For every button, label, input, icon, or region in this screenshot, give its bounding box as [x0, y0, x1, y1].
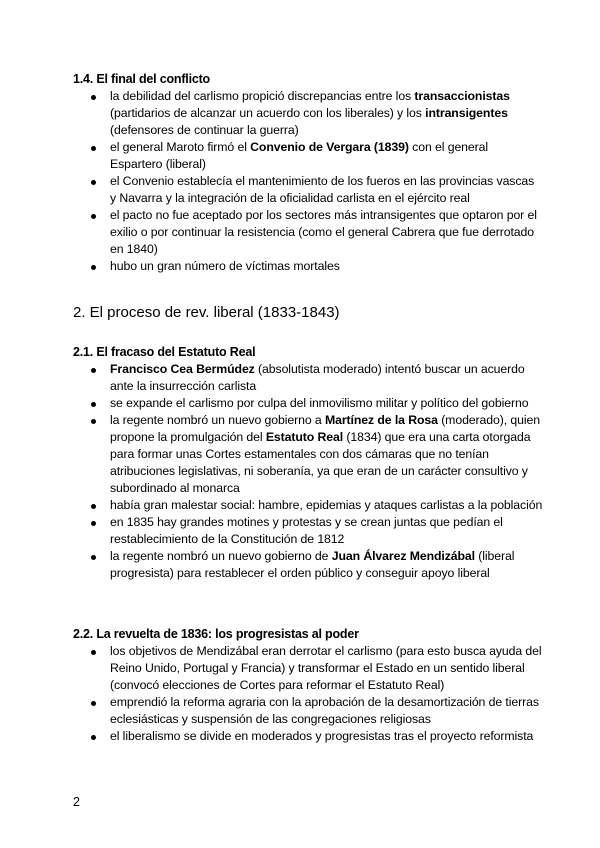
bold-text: Estatuto Real — [265, 430, 344, 444]
text: hubo un gran número de víctimas mortales — [110, 259, 340, 273]
text: el Convenio establecía el mantenimiento de los fueros en las provincias vascas y Navarra y la integración de la oficialidad carlista en el ejército real — [110, 174, 535, 205]
list-item — [110, 497, 543, 514]
list-item — [110, 207, 543, 258]
text: la regente nombró un nuevo gobierno a — [110, 413, 325, 427]
text: la regente nombró un nuevo gobierno de — [110, 549, 332, 563]
text: (defensores de continuar la guerra) — [110, 123, 299, 137]
bold-text: Convenio de Vergara (1839) — [250, 140, 409, 154]
section-heading: 2.2. La revuelta de 1836: los progresistas al poder — [73, 627, 359, 641]
list-item — [110, 643, 543, 694]
text: (1834) que era una carta otorgada para formar unas Cortes estamentales con dos cámaras que no tenían atribuciones legislativas, ni soberanía, ya que eran de un carácter consultivo y subordinado al monarca — [110, 430, 531, 495]
chapter-2 — [73, 303, 543, 323]
section-heading: 1.4. El final del conflicto — [73, 72, 210, 86]
text: con el general Espartero (liberal) — [110, 140, 489, 171]
chapter-title: 2. El proceso de rev. liberal (1833-1843) — [73, 304, 340, 321]
list-item — [110, 395, 543, 412]
text: (partidarios de alcanzar un acuerdo con los liberales) y los — [110, 106, 426, 120]
text: el general Maroto firmó el — [110, 140, 251, 154]
section-2-1 — [73, 344, 543, 582]
section-1-4 — [73, 71, 543, 275]
text: se expande el carlismo por culpa del inmovilismo militar y político del gobierno — [110, 396, 529, 410]
text: (liberal progresista) para restablecer el orden público y conseguir apoyo liberal — [110, 549, 515, 580]
section-heading: 2.1. El fracaso del Estatuto Real — [73, 345, 256, 359]
text: el pacto no fue aceptado por los sectores más intransigentes que optaron por el exilio o por continuar la resistencia (como el general Cabrera que fue derrotado en 1840) — [110, 208, 537, 256]
text: emprendió la reforma agraria con la aprobación de la desamortización de tierras eclesiásticas y suspensión de las congregaciones religiosas — [110, 695, 539, 726]
bold-text: Juan Álvarez Mendizábal — [331, 549, 475, 563]
text: el liberalismo se divide en moderados y progresistas tras el proyecto reformista — [110, 729, 534, 743]
list-item — [110, 694, 543, 728]
bullet-list — [73, 88, 543, 275]
list-item — [110, 173, 543, 207]
section-2-2 — [73, 626, 543, 745]
bold-text: Martínez de la Rosa — [324, 413, 438, 427]
list-item — [110, 88, 543, 139]
bold-text: Francisco Cea Bermúdez — [110, 362, 255, 376]
text: los objetivos de Mendizábal eran derrotar el carlismo (para esto busca ayuda del Reino Unido, Portugal y Francia) y transformar el Estado en un sentido liberal (convocó elecciones de Cortes para reformar el Estatuto Real) — [110, 644, 542, 692]
bullet-list — [73, 361, 543, 582]
list-item — [110, 258, 543, 275]
text: la debilidad del carlismo propició discrepancias entre los — [110, 89, 415, 103]
page-number: 2 — [73, 795, 80, 809]
list-item — [110, 548, 543, 582]
text: había gran malestar social: hambre, epidemias y ataques carlistas a la población — [110, 498, 543, 512]
list-item — [110, 412, 543, 497]
list-item — [110, 361, 543, 395]
bullet-list — [73, 643, 543, 745]
list-item — [110, 514, 543, 548]
list-item — [110, 728, 543, 745]
bold-text: transaccionistas — [414, 89, 510, 103]
list-item — [110, 139, 543, 173]
text: en 1835 hay grandes motines y protestas y se crean juntas que pedían el restablecimiento de la Constitución de 1812 — [110, 515, 503, 546]
text: (absolutista moderado) intentó buscar un acuerdo ante la insurrección carlista — [110, 362, 525, 393]
bold-text: intransigentes — [425, 106, 508, 120]
text: (moderado), quien propone la promulgación del — [110, 413, 540, 444]
